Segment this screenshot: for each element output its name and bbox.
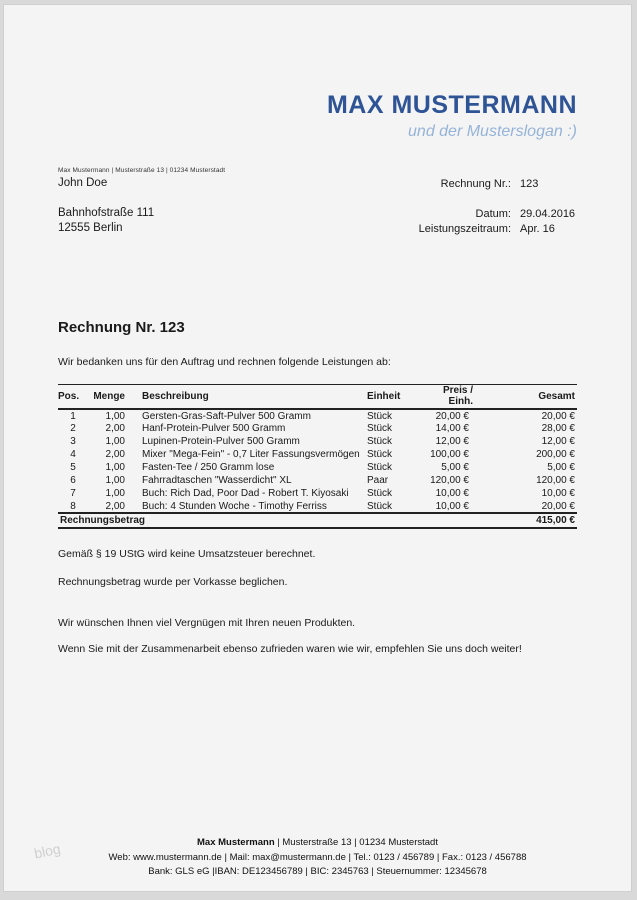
cell-beschreibung: Buch: Rich Dad, Poor Dad - Robert T. Kiyosaki <box>142 488 349 499</box>
invoice-date-label: Datum: <box>475 208 511 220</box>
cell-pos: 6 <box>70 475 76 486</box>
cell-menge: 1,00 <box>105 436 125 447</box>
table-row <box>58 461 577 474</box>
col-header-beschreibung: Beschreibung <box>125 385 365 410</box>
page-title: Rechnung Nr. 123 <box>58 319 185 336</box>
footer-contact-line: Web: www.mustermann.de | Mail: max@mustermann.de | Tel.: 0123 / 456789 | Fax.: 0123 / 456788 <box>108 851 527 863</box>
recipient-address-block <box>58 167 225 236</box>
table-row <box>58 487 577 500</box>
cell-gesamt: 5,00 € <box>547 462 575 473</box>
blog-watermark: blog <box>32 840 62 862</box>
cell-menge: 1,00 <box>105 488 125 499</box>
table-row <box>58 435 577 448</box>
cell-preis: 10,00 € <box>435 488 469 499</box>
cell-beschreibung: Buch: 4 Stunden Woche - Timothy Ferriss <box>142 500 327 512</box>
invoice-date-row <box>381 207 579 222</box>
invoice-number-row <box>381 177 579 192</box>
cell-pos: 8 <box>70 500 76 512</box>
cell-pos: 3 <box>70 436 76 447</box>
cell-menge: 1,00 <box>105 475 125 486</box>
cell-einheit: Stück <box>367 462 393 473</box>
invoice-number-value: 123 <box>520 178 539 190</box>
invoice-date-value: 29.04.2016 <box>520 208 576 220</box>
payment-note: Rechnungsbetrag wurde per Vorkasse beglichen. <box>58 576 288 588</box>
table-row <box>58 422 577 435</box>
cell-preis: 5,00 € <box>441 462 469 473</box>
recipient-street: Bahnhofstraße 111 <box>58 207 155 219</box>
sender-return-address: Max Mustermann | Musterstraße 13 | 01234 Musterstadt <box>58 167 226 174</box>
cell-menge: 1,00 <box>105 462 125 473</box>
cell-menge: 2,00 <box>105 449 125 460</box>
cell-gesamt: 200,00 € <box>536 449 575 460</box>
cell-beschreibung: Fasten-Tee / 250 Gramm lose <box>142 462 275 473</box>
cell-beschreibung: Hanf-Protein-Pulver 500 Gramm <box>142 423 286 434</box>
table-row <box>58 409 577 422</box>
cell-einheit: Stück <box>367 500 393 512</box>
line-items-table <box>58 384 577 529</box>
cell-pos: 1 <box>70 410 76 422</box>
footer <box>4 836 631 880</box>
invoice-page <box>3 4 632 892</box>
table-row <box>58 500 577 513</box>
footer-company-name: Max Mustermann <box>197 837 275 848</box>
footer-address-line <box>4 836 631 851</box>
footer-address-rest: | Musterstraße 13 | 01234 Musterstadt <box>274 837 438 848</box>
table-row <box>58 448 577 461</box>
recipient-name: John Doe <box>58 177 108 189</box>
total-value: 415,00 € <box>427 513 577 528</box>
cell-pos: 5 <box>70 462 76 473</box>
cell-einheit: Stück <box>367 449 393 460</box>
cell-einheit: Stück <box>367 423 393 434</box>
col-header-pos: Pos. <box>58 385 88 410</box>
cell-gesamt: 10,00 € <box>541 488 575 499</box>
cell-preis: 100,00 € <box>430 449 469 460</box>
cell-pos: 4 <box>70 449 76 460</box>
cell-gesamt: 120,00 € <box>536 475 575 486</box>
cell-gesamt: 12,00 € <box>541 436 575 447</box>
service-period-value: Apr. 16 <box>520 223 555 235</box>
service-period-row <box>381 222 579 237</box>
cell-beschreibung: Lupinen-Protein-Pulver 500 Gramm <box>142 436 300 447</box>
total-row <box>58 513 577 528</box>
cell-beschreibung: Fahrradtaschen "Wasserdicht" XL <box>142 475 292 486</box>
meta-spacer <box>381 192 579 207</box>
recipient-city: 12555 Berlin <box>58 222 123 234</box>
cell-beschreibung: Mixer "Mega-Fein" - 0,7 Liter Fassungsvermögen <box>142 449 360 460</box>
cell-preis: 120,00 € <box>430 475 469 486</box>
cell-einheit: Paar <box>367 475 389 486</box>
cell-preis: 20,00 € <box>435 410 469 422</box>
cell-menge: 2,00 <box>105 500 125 512</box>
col-header-einheit: Einheit <box>365 385 427 410</box>
cell-beschreibung: Gersten-Gras-Saft-Pulver 500 Gramm <box>142 410 311 422</box>
cell-einheit: Stück <box>367 436 393 447</box>
table-row <box>58 474 577 487</box>
wish-note: Wir wünschen Ihnen viel Vergnügen mit Ihren neuen Produkten. <box>58 617 356 629</box>
service-period-label: Leistungszeitraum: <box>418 223 511 235</box>
invoice-meta-block <box>381 177 579 237</box>
intro-text: Wir bedanken uns für den Auftrag und rechnen folgende Leistungen ab: <box>58 356 391 368</box>
cell-preis: 10,00 € <box>435 500 469 512</box>
cell-pos: 7 <box>70 488 76 499</box>
cell-pos: 2 <box>70 423 76 434</box>
cell-menge: 1,00 <box>105 410 125 422</box>
referral-note: Wenn Sie mit der Zusammenarbeit ebenso zufrieden waren wie wir, empfehlen Sie uns doch weiter! <box>58 643 522 655</box>
footer-bank-line: Bank: GLS eG |IBAN: DE123456789 | BIC: 2345763 | Steuernummer: 12345678 <box>148 866 487 877</box>
col-header-preis: Preis / Einh. <box>427 385 477 410</box>
table-header-row <box>58 385 577 410</box>
tax-note: Gemäß § 19 UStG wird keine Umsatzsteuer berechnet. <box>58 548 316 560</box>
cell-preis: 14,00 € <box>435 423 469 434</box>
cell-preis: 12,00 € <box>435 436 469 447</box>
cell-gesamt: 20,00 € <box>541 500 575 512</box>
total-label: Rechnungsbetrag <box>58 513 427 528</box>
cell-gesamt: 28,00 € <box>541 423 575 434</box>
cell-gesamt: 20,00 € <box>541 410 575 422</box>
cell-einheit: Stück <box>367 410 393 422</box>
cell-menge: 2,00 <box>105 423 125 434</box>
invoice-number-label: Rechnung Nr.: <box>440 178 511 190</box>
company-slogan: und der Musterslogan :) <box>408 123 577 140</box>
col-header-menge: Menge <box>88 385 125 410</box>
brand-header <box>327 91 577 141</box>
col-header-gesamt: Gesamt <box>477 385 577 410</box>
cell-einheit: Stück <box>367 488 393 499</box>
company-name: MAX MUSTERMANN <box>326 91 577 119</box>
